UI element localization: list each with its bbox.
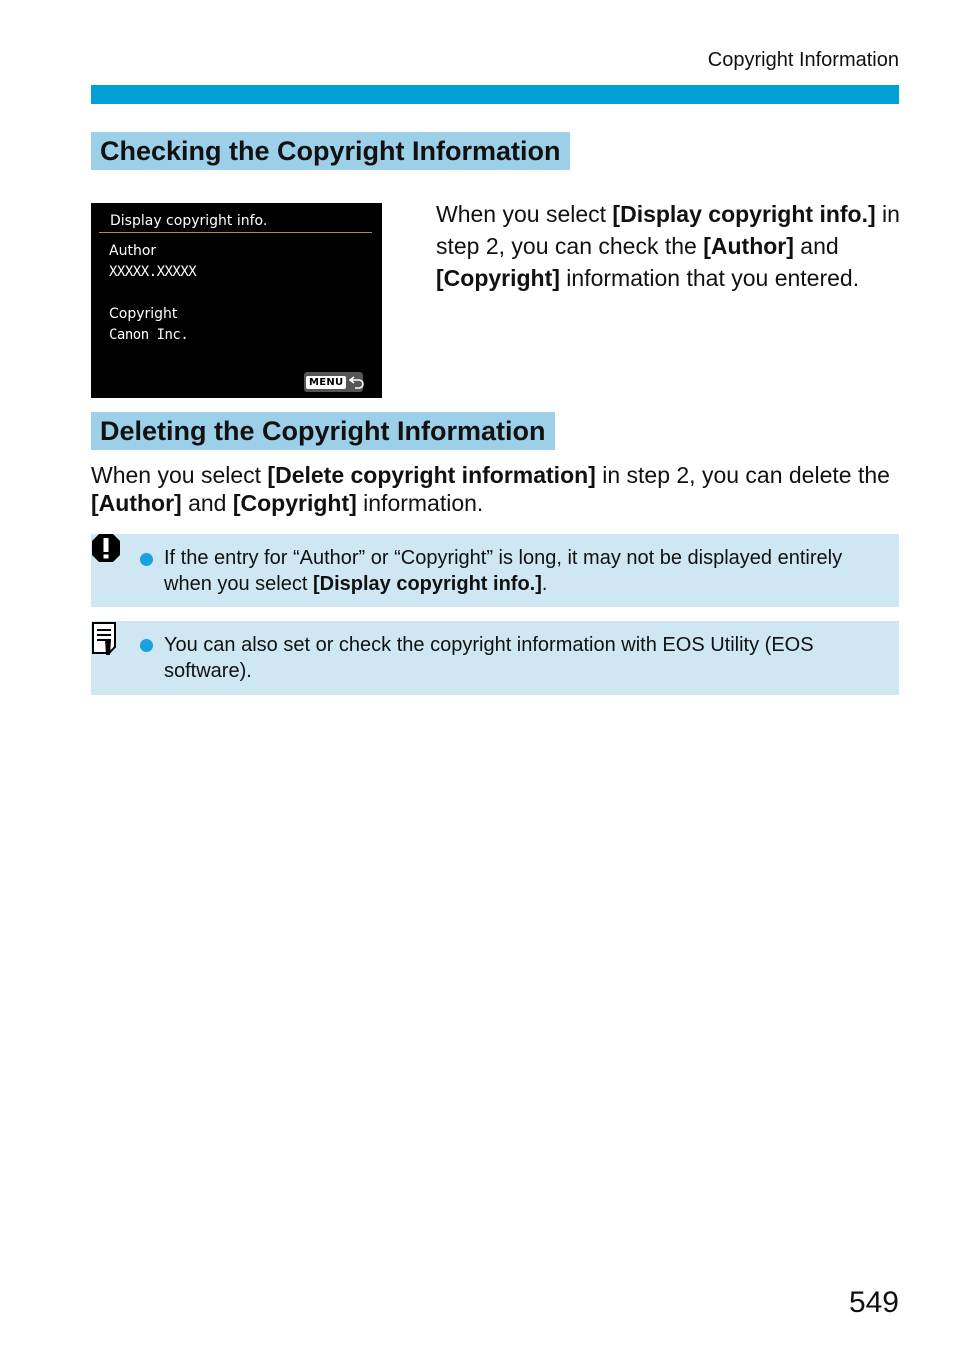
memo-text: You can also set or check the copyright information with EOS Utility (EOS software). — [164, 634, 814, 682]
text-run: information that you entered. — [559, 265, 860, 291]
section-heading-checking: Checking the Copyright Information — [91, 132, 570, 170]
menu-label: MENU — [306, 376, 346, 389]
menu-item-ref: [Delete copyright information] — [267, 462, 596, 488]
screen-divider — [99, 232, 372, 233]
text-run: and — [181, 490, 233, 516]
text-run: If the entry for “Author” or “Copyright” is long, it may not be displayed entirely when you select — [164, 547, 843, 595]
memo-note — [91, 621, 899, 695]
camera-screen — [91, 203, 382, 398]
section-heading-deleting: Deleting the Copyright Information — [91, 412, 555, 450]
text-run: in step 2, you can check the — [436, 201, 900, 259]
caution-text — [164, 545, 884, 597]
delete-description — [91, 461, 911, 517]
page-number: 549 — [848, 1286, 899, 1319]
memo-icon — [91, 621, 119, 662]
header-bar — [91, 85, 899, 104]
bullet — [140, 553, 153, 566]
running-head: Copyright Information — [707, 49, 899, 71]
text-run: When you select — [436, 201, 613, 227]
author-value: XXXXX.XXXXX — [109, 264, 197, 280]
menu-item-ref: [Author] — [703, 233, 794, 259]
caution-note — [91, 534, 899, 607]
text-run: in step 2, you can delete the — [595, 462, 890, 488]
return-arrow-icon — [349, 375, 365, 389]
check-description — [436, 198, 906, 294]
menu-item-ref: [Copyright] — [232, 490, 357, 516]
copyright-label: Copyright — [109, 306, 178, 322]
text-run: When you select — [91, 462, 268, 488]
author-label: Author — [109, 243, 157, 259]
menu-item-ref: [Display copyright info.] — [312, 573, 542, 595]
copyright-value: Canon Inc. — [109, 327, 189, 343]
text-run: information. — [356, 490, 484, 516]
text-run: and — [793, 233, 839, 259]
menu-return-button[interactable] — [304, 372, 363, 392]
menu-item-ref: [Copyright] — [436, 265, 560, 291]
screen-title: Display copyright info. — [110, 213, 268, 229]
menu-item-ref: [Display copyright info.] — [612, 201, 876, 227]
caution-icon — [91, 534, 121, 569]
menu-item-ref: [Author] — [91, 490, 182, 516]
text-run: . — [541, 573, 548, 595]
bullet — [140, 639, 153, 652]
